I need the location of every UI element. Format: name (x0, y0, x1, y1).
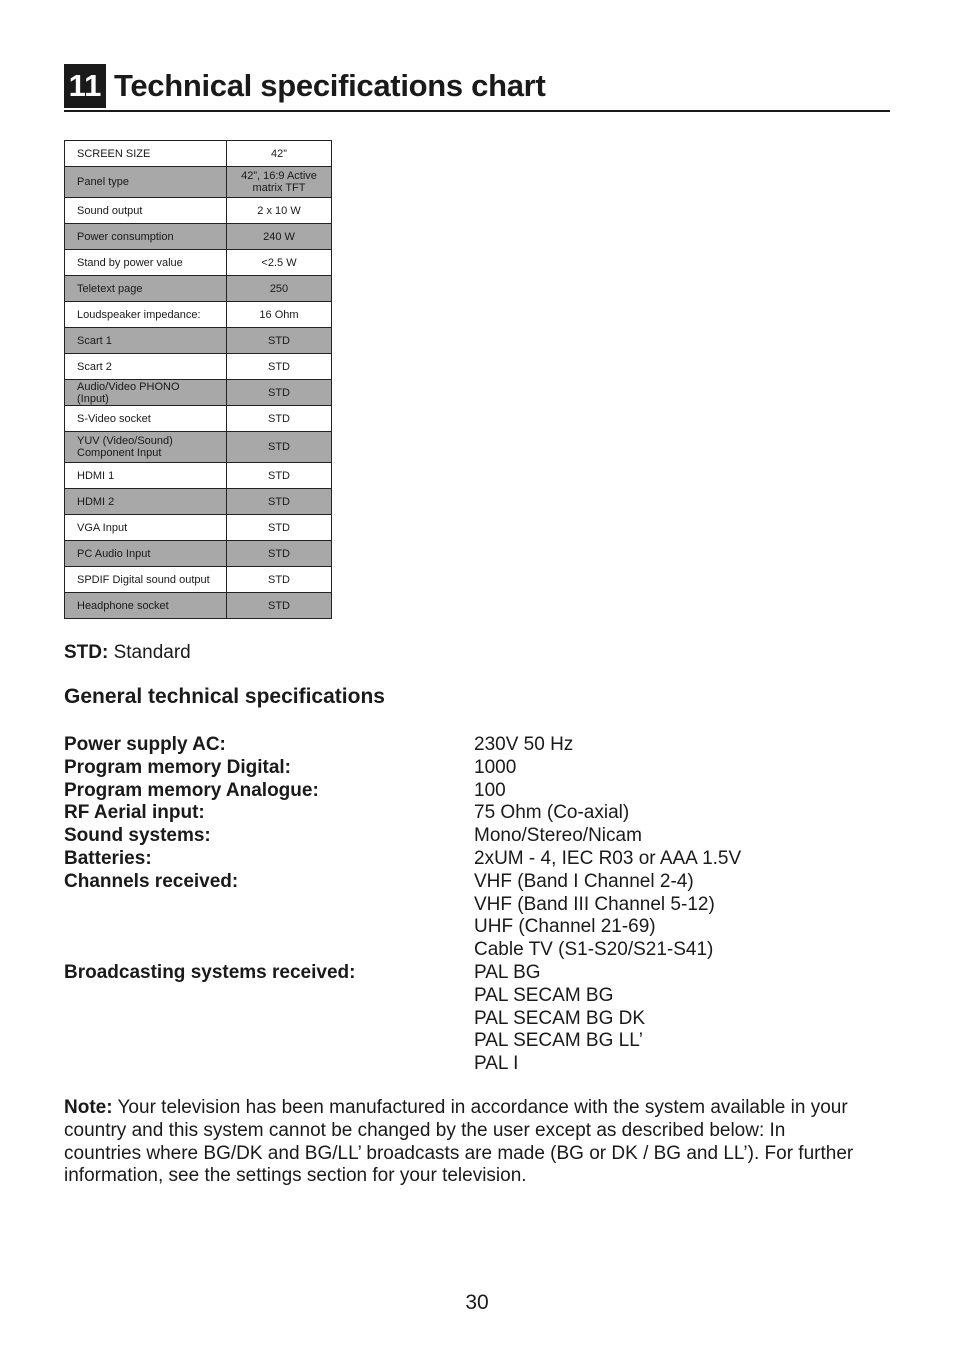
spec-value: 16 Ohm (227, 302, 332, 328)
spec-row (65, 432, 332, 463)
spec-value: STD (227, 541, 332, 567)
general-spec-row (64, 825, 844, 848)
spec-value: STD (227, 593, 332, 619)
general-spec-values (474, 848, 844, 871)
spec-name: SPDIF Digital sound output (65, 567, 227, 593)
spec-row (65, 167, 332, 198)
spec-name: Headphone socket (65, 593, 227, 619)
general-spec-value: Cable TV (S1-S20/S21-S41) (474, 939, 714, 961)
spec-name: YUV (Video/Sound) Component Input (65, 432, 227, 463)
general-spec-value: PAL SECAM BG LL’ (474, 1030, 643, 1052)
general-spec-label: Batteries: (64, 847, 152, 869)
general-spec-values (474, 757, 844, 780)
spec-row (65, 593, 332, 619)
spec-row (65, 198, 332, 224)
general-spec-values (474, 734, 844, 757)
page-number: 30 (465, 1291, 489, 1314)
general-spec-value: 1000 (474, 756, 517, 778)
general-spec-row (64, 962, 844, 1076)
note-text: Your television has been manufactured in accordance with the system available in your country and this system cannot be changed by the user except as described below: In countries where BG/DK and BG/LL’ broadcasts are made (BG or DK / BG and LL’). For further information, see the settings section for your television. (64, 1097, 854, 1187)
std-legend-text: Standard (113, 642, 191, 663)
spec-name: Scart 2 (65, 354, 227, 380)
spec-row (65, 463, 332, 489)
spec-row (65, 567, 332, 593)
page-title: Technical specifications chart (114, 68, 546, 103)
spec-value: STD (227, 380, 332, 406)
spec-name: Loudspeaker impedance: (65, 302, 227, 328)
spec-row (65, 541, 332, 567)
spec-value: STD (227, 432, 332, 463)
general-spec-row (64, 757, 844, 780)
spec-value: <2.5 W (227, 250, 332, 276)
note-paragraph (64, 1097, 864, 1188)
general-spec-value: 75 Ohm (Co-axial) (474, 802, 630, 824)
general-spec-value: PAL SECAM BG DK (474, 1007, 646, 1029)
general-spec-row (64, 780, 844, 803)
spec-value: STD (227, 406, 332, 432)
spec-row (65, 302, 332, 328)
general-spec-values (474, 802, 844, 825)
general-specs-title: General technical specifications (64, 685, 385, 708)
general-spec-row (64, 734, 844, 757)
general-spec-label: Sound systems: (64, 825, 211, 847)
general-spec-label: Program memory Analogue: (64, 779, 319, 801)
general-spec-row (64, 848, 844, 871)
spec-name: Scart 1 (65, 328, 227, 354)
spec-value: 42”, 16:9 Active matrix TFT (227, 167, 332, 198)
general-spec-value: PAL BG (474, 961, 541, 983)
spec-value: 42” (227, 141, 332, 167)
spec-value: STD (227, 463, 332, 489)
general-spec-value: PAL I (474, 1053, 519, 1075)
spec-name: Audio/Video PHONO (Input) (65, 380, 227, 406)
spec-value: 240 W (227, 224, 332, 250)
spec-name: Panel type (65, 167, 227, 198)
spec-name: SCREEN SIZE (65, 141, 227, 167)
spec-name: Stand by power value (65, 250, 227, 276)
spec-row (65, 141, 332, 167)
spec-row (65, 515, 332, 541)
spec-row (65, 380, 332, 406)
spec-row (65, 250, 332, 276)
spec-value: STD (227, 354, 332, 380)
general-spec-value: 2xUM - 4, IEC R03 or AAA 1.5V (474, 847, 742, 869)
std-legend (64, 642, 191, 664)
general-spec-values (474, 871, 844, 962)
spec-name: VGA Input (65, 515, 227, 541)
spec-row (65, 276, 332, 302)
general-spec-value: VHF (Band III Channel 5-12) (474, 893, 715, 915)
spec-value: STD (227, 328, 332, 354)
general-specs-list (64, 734, 844, 1076)
general-spec-values (474, 780, 844, 803)
general-spec-label: RF Aerial input: (64, 802, 205, 824)
general-spec-value: Mono/Stereo/Nicam (474, 825, 642, 847)
spec-value: 2 x 10 W (227, 198, 332, 224)
general-spec-value: 100 (474, 779, 506, 801)
spec-name: HDMI 2 (65, 489, 227, 515)
general-spec-values (474, 962, 844, 1076)
note-label: Note: (64, 1097, 113, 1118)
spec-name: Power consumption (65, 224, 227, 250)
spec-row (65, 354, 332, 380)
spec-row (65, 406, 332, 432)
general-spec-value: VHF (Band I Channel 2-4) (474, 870, 694, 892)
general-spec-values (474, 825, 844, 848)
spec-name: S-Video socket (65, 406, 227, 432)
section-header (64, 62, 890, 112)
spec-name: Sound output (65, 198, 227, 224)
spec-row (65, 489, 332, 515)
general-spec-label: Channels received: (64, 870, 239, 892)
spec-row (65, 224, 332, 250)
spec-name: HDMI 1 (65, 463, 227, 489)
general-spec-label: Broadcasting systems received: (64, 961, 356, 983)
spec-name: PC Audio Input (65, 541, 227, 567)
spec-name: Teletext page (65, 276, 227, 302)
std-legend-label: STD: (64, 642, 109, 663)
spec-table (64, 140, 332, 619)
general-spec-value: PAL SECAM BG (474, 984, 614, 1006)
spec-value: STD (227, 489, 332, 515)
general-spec-row (64, 871, 844, 962)
general-spec-value: UHF (Channel 21-69) (474, 916, 656, 938)
general-spec-label: Power supply AC: (64, 734, 226, 755)
spec-value: STD (227, 515, 332, 541)
general-spec-row (64, 802, 844, 825)
section-number: 11 (64, 64, 106, 108)
general-spec-value: 230V 50 Hz (474, 734, 574, 755)
spec-value: 250 (227, 276, 332, 302)
spec-value: STD (227, 567, 332, 593)
spec-row (65, 328, 332, 354)
general-spec-label: Program memory Digital: (64, 756, 291, 778)
